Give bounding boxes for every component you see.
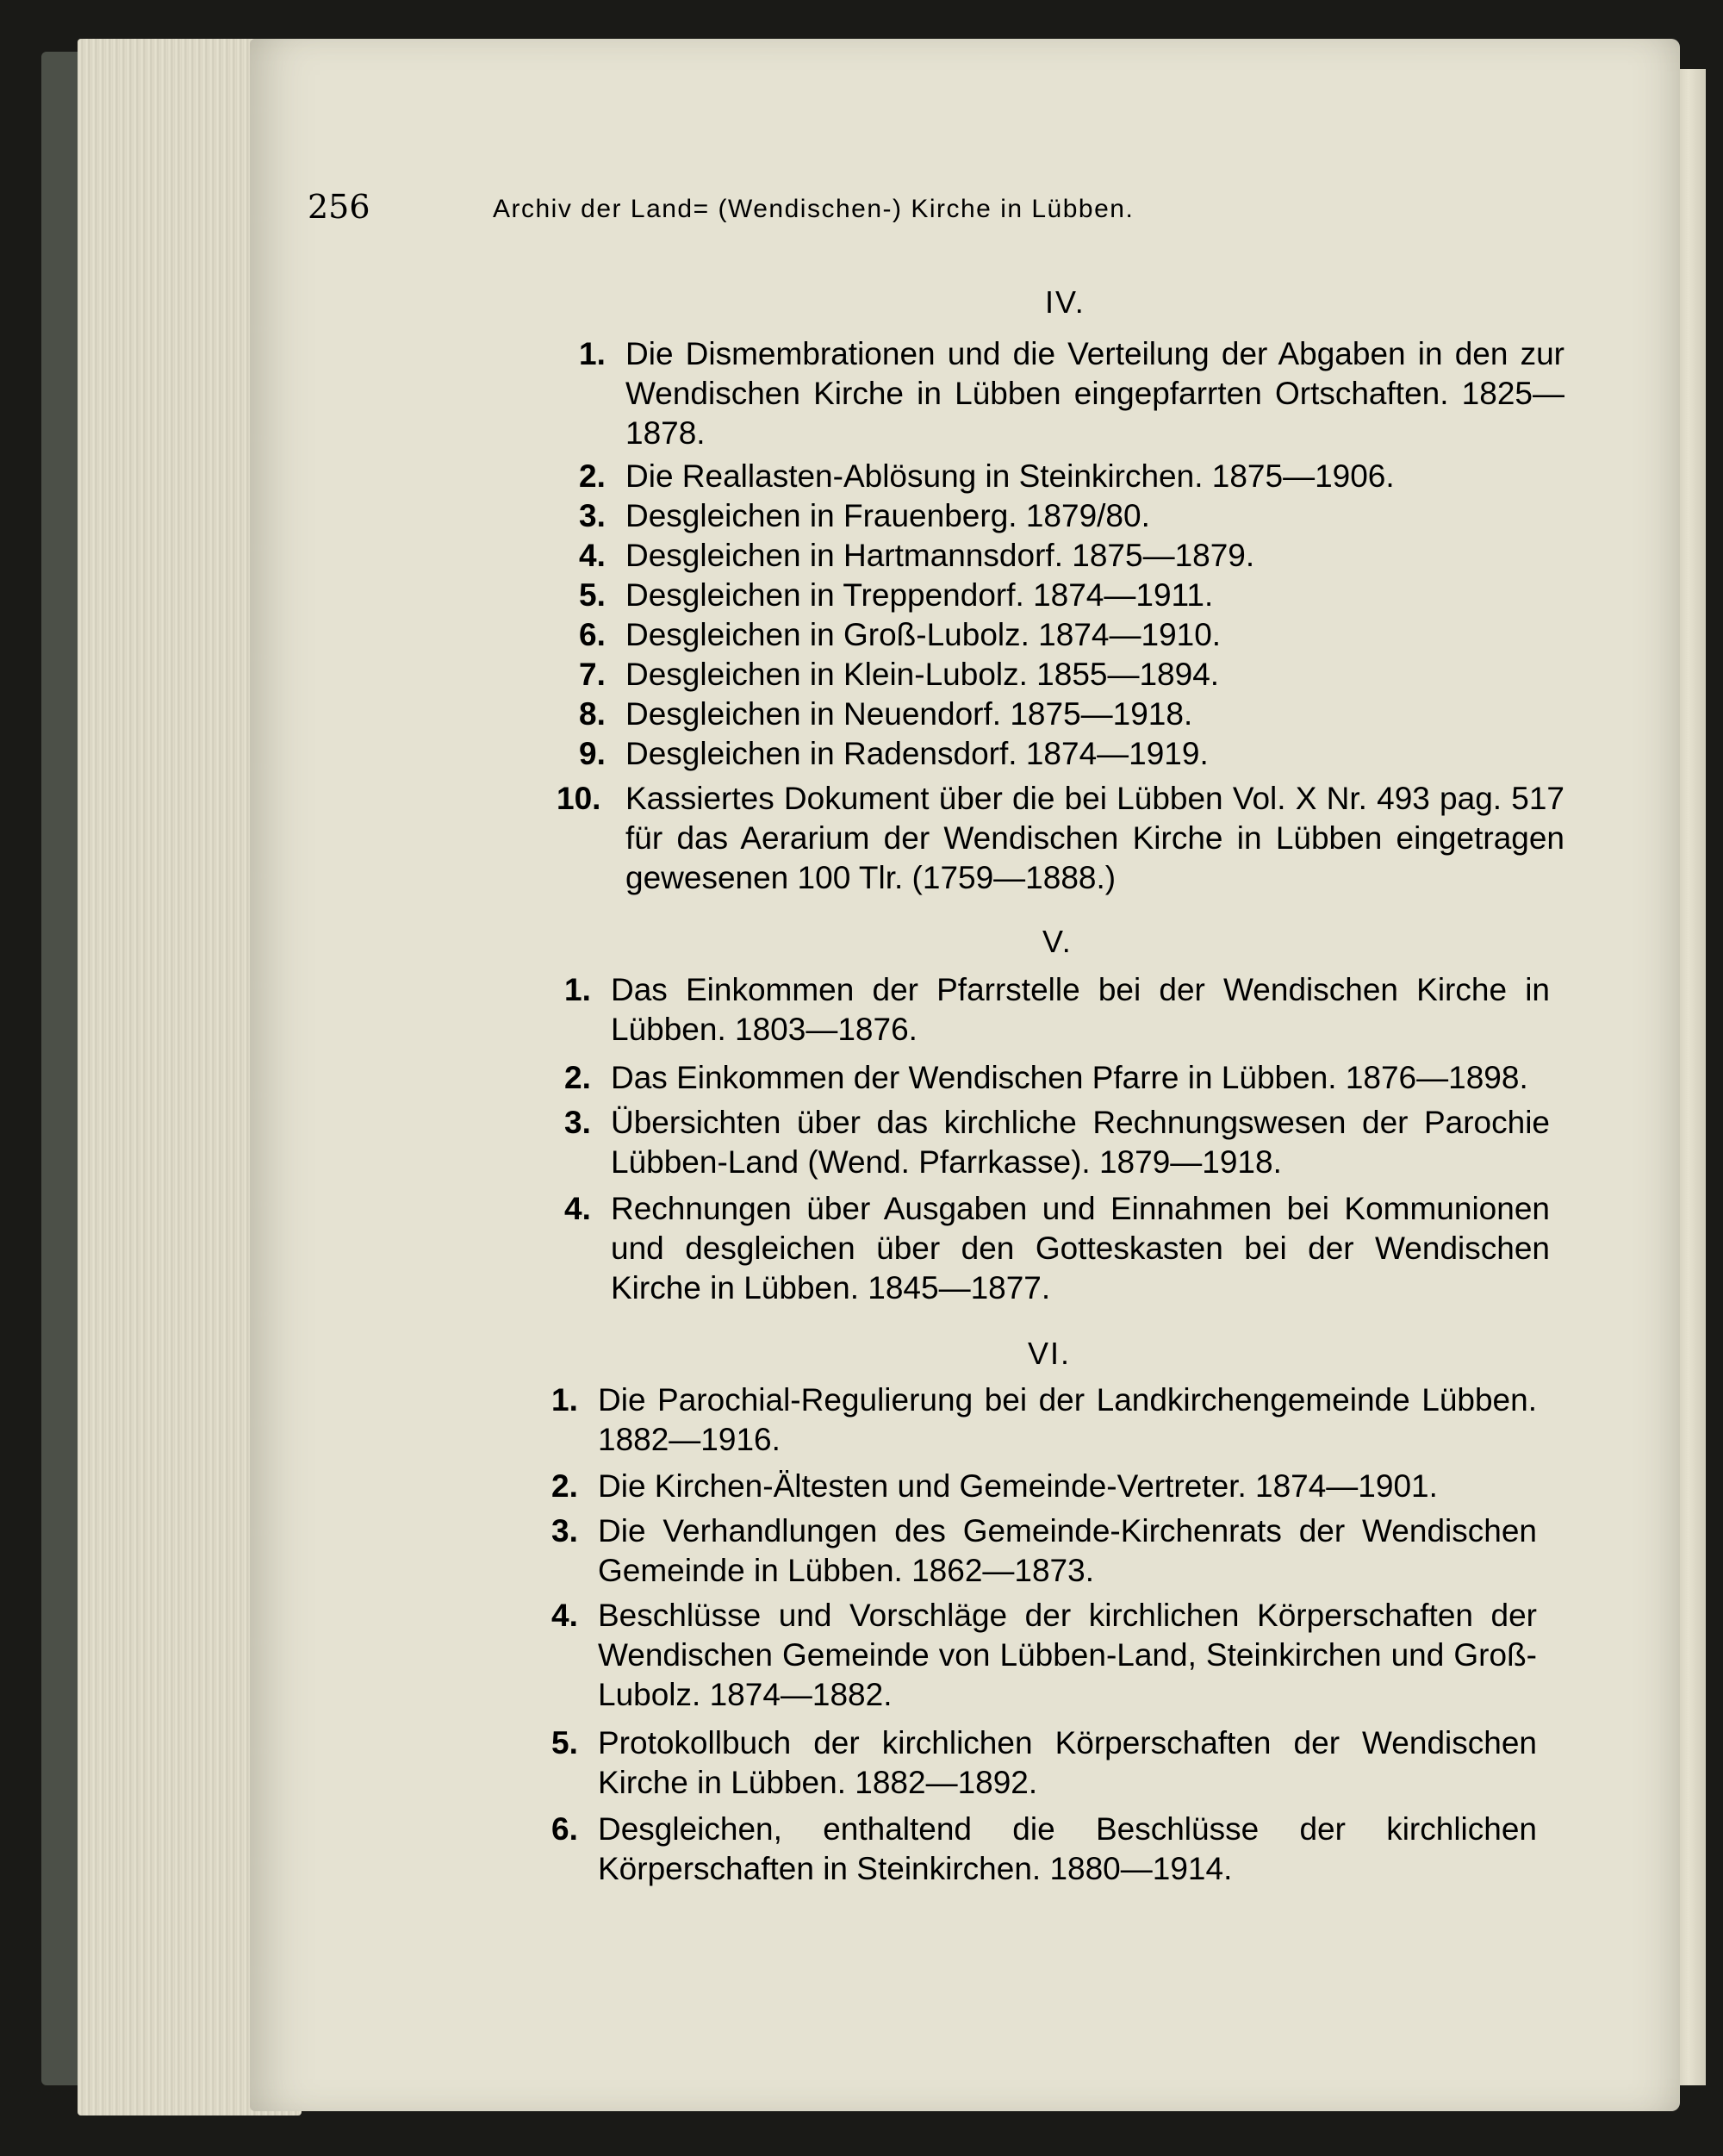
item-text: Desgleichen in Groß-Lubolz. 1874—1910. [625,617,1222,652]
item-text: Desgleichen in Neuendorf. 1875—1918. [625,696,1193,732]
item-text: Protokollbuch der kirchlichen Körperschaften der Wendischen Kirche in Lübben. 1882—1892. [598,1725,1537,1800]
item-number: 1. [579,336,606,371]
item-text: Desgleichen in Treppendorf. 1874—1911. [625,577,1214,613]
item-text: Die Parochial-Regulierung bei der Landkirchengemeinde Lübben. 1882—1916. [598,1382,1537,1457]
page-number: 256 [308,188,370,226]
item-text: Desgleichen in Frauenberg. 1879/80. [625,498,1150,533]
item-text: Das Einkommen der Pfarrstelle bei der Wendischen Kirche in Lübben. 1803—1876. [611,972,1550,1047]
section-heading-vi: VI. [1028,1336,1072,1371]
item-number: 4. [579,538,606,573]
item-number: 3. [564,1105,591,1140]
item-number: 2. [564,1060,591,1095]
item-number: 3. [579,498,606,533]
item-text: Die Reallasten-Ablösung in Steinkirchen. 1875—1906. [625,458,1395,494]
item-text: Desgleichen in Klein-Lubolz. 1855—1894. [625,657,1220,692]
item-text: Desgleichen in Radensdorf. 1874—1919. [625,736,1209,771]
item-text: Desgleichen, enthaltend die Beschlüsse der kirchlichen Körperschaften in Steinkirchen. 1880—1914. [598,1811,1537,1886]
item-text: Das Einkommen der Wendischen Pfarre in Lübben. 1876—1898. [611,1060,1528,1095]
item-number: 5. [551,1725,578,1760]
item-number: 1. [551,1382,578,1418]
item-number: 6. [579,617,606,652]
item-number: 8. [579,696,606,732]
section-heading-iv: IV. [1045,284,1085,320]
item-text: Die Verhandlungen des Gemeinde-Kirchenrats der Wendischen Gemeinde in Lübben. 1862—1873. [598,1513,1537,1588]
item-text: Desgleichen in Hartmannsdorf. 1875—1879. [625,538,1255,573]
item-number: 6. [551,1811,578,1847]
item-text: Kassiertes Dokument über die bei Lübben Vol. X Nr. 493 pag. 517 für das Aerarium der Wendischen Kirche in Lübben eingetragen gewesenen 100 Tlr. (1759—1888.) [625,781,1564,895]
page-header [308,188,1428,240]
item-text: Beschlüsse und Vorschläge der kirchlichen Körperschaften der Wendischen Gemeinde von Lübben-Land, Steinkirchen und Groß-Lubolz. 1874—1882. [598,1598,1537,1712]
running-title: Archiv der Land= (Wendischen-) Kirche in Lübben. [493,195,1135,223]
section-heading-v: V. [1042,924,1073,959]
item-number: 7. [579,657,606,692]
item-number: 2. [551,1468,578,1504]
item-text: Die Kirchen-Ältesten und Gemeinde-Vertreter. 1874—1901. [598,1468,1438,1504]
item-number: 5. [579,577,606,613]
item-text: Die Dismembrationen und die Verteilung der Abgaben in den zur Wendischen Kirche in Lübben eingepfarrten Ortschaften. 1825—1878. [625,336,1564,451]
item-number: 10. [557,781,601,816]
item-number: 4. [551,1598,578,1633]
item-text: Rechnungen über Ausgaben und Einnahmen bei Kommunionen und desgleichen über den Gotteskasten bei der Wendischen Kirche in Lübben. 1845—1877. [611,1191,1550,1305]
item-number: 4. [564,1191,591,1226]
item-number: 3. [551,1513,578,1548]
item-number: 1. [564,972,591,1007]
item-number: 9. [579,736,606,771]
item-text: Übersichten über das kirchliche Rechnungswesen der Parochie Lübben-Land (Wend. Pfarrkasse). 1879—1918. [611,1105,1550,1180]
item-number: 2. [579,458,606,494]
